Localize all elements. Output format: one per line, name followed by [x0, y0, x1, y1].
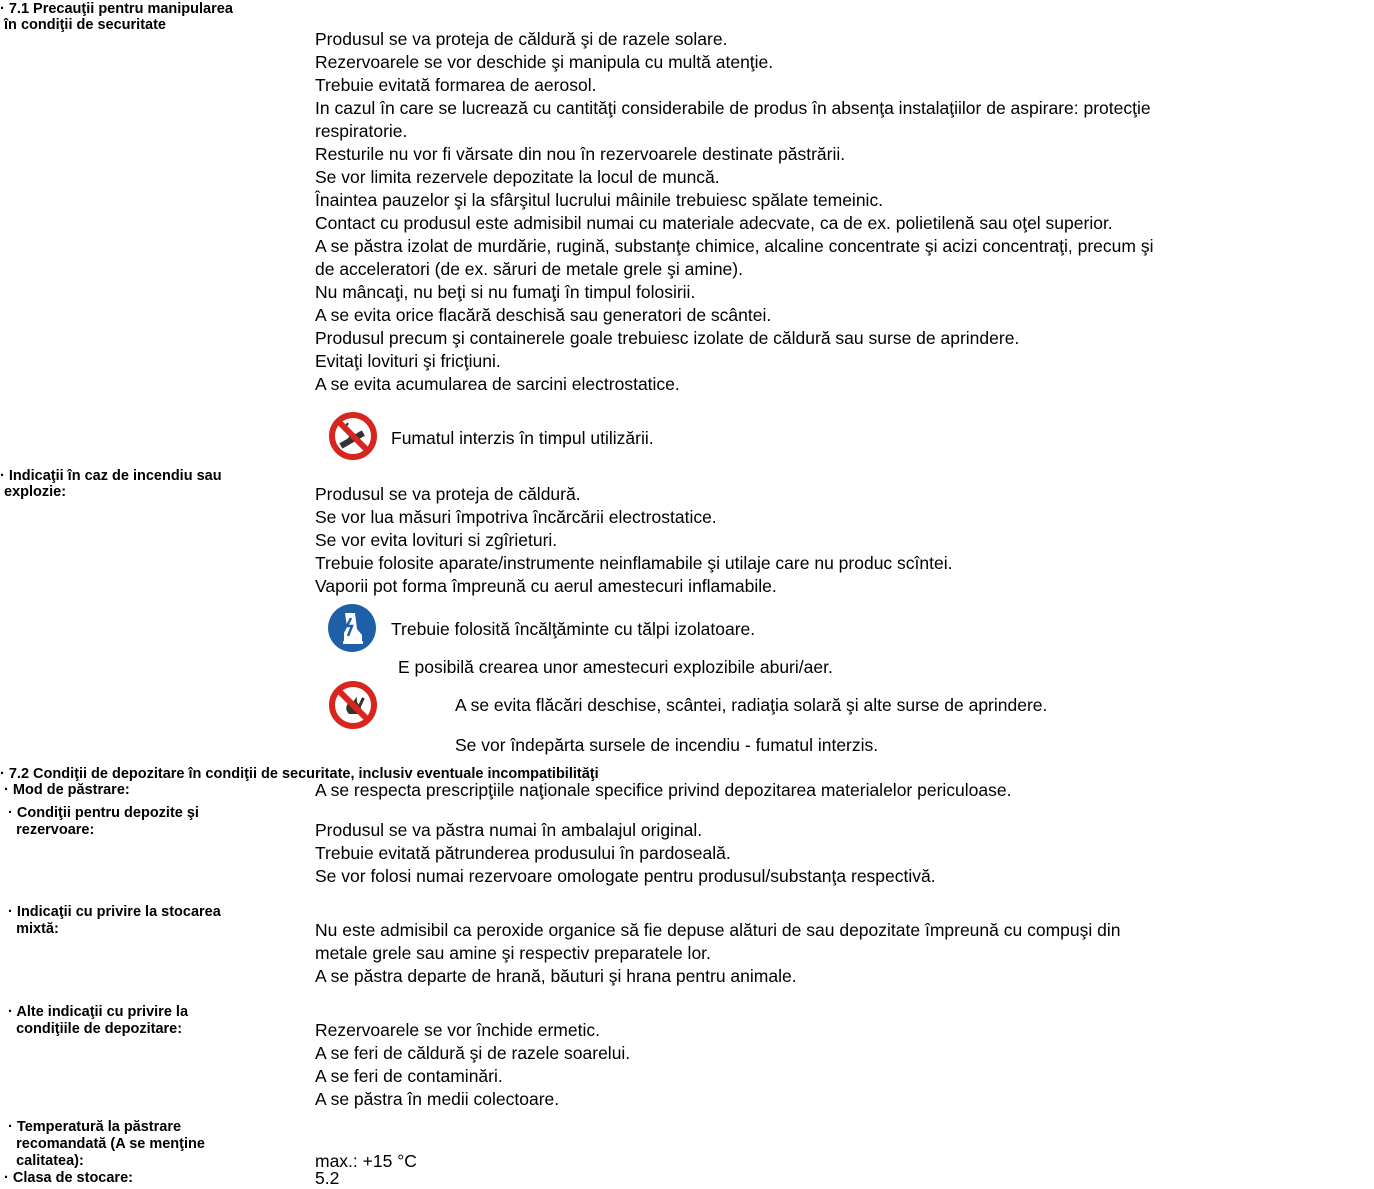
text-line: Rezervoarele se vor închide ermetic.	[315, 1020, 600, 1040]
storage-temperature-label: · Temperatură la păstrare	[0, 1119, 182, 1135]
section-7-1-label-cont: în condiţii de securitate	[0, 17, 166, 33]
text-line: Contact cu produsul este admisibil numai cu materiale adecvate, ca de ex. polietilenă sau oţel superior.	[315, 213, 1113, 233]
text-line: A se evita acumularea de sarcini electrostatice.	[315, 374, 680, 394]
no-smoking-icon	[328, 411, 378, 461]
text-line: Resturile nu vor fi vărsate din nou în rezervoarele destinate păstrării.	[315, 144, 846, 164]
fire-explosion-label: · Indicaţii în caz de incendiu sau	[0, 468, 222, 484]
text-line: Se vor folosi numai rezervoare omologate pentru produsul/substanţa respectivă.	[315, 866, 936, 886]
text-line: Produsul se va proteja de căldură şi de razele solare.	[315, 29, 728, 49]
storage-mode-value: A se respecta prescripţiile naţionale specifice privind depozitarea materialelor periculoase.	[315, 780, 1012, 800]
storage-temperature-label-cont: recomandată (A se menţine	[0, 1136, 205, 1152]
text-line: A se feri de contaminări.	[315, 1066, 503, 1086]
text-line: de acceleratori (de ex. săruri de metale grele şi amine).	[315, 259, 743, 279]
text-line: A se păstra departe de hrană, băuturi şi hrana pentru animale.	[315, 966, 797, 986]
storage-class-value: 5.2	[315, 1168, 340, 1188]
mixed-storage-label: · Indicaţii cu privire la stocarea	[0, 904, 221, 920]
text-line: Evitaţi lovituri şi fricţiuni.	[315, 351, 501, 371]
storage-conditions-label-cont: rezervoare:	[0, 822, 95, 838]
explosive-mixtures-text: E posibilă crearea unor amestecuri explozibile aburi/aer.	[398, 657, 833, 677]
text-line: Înaintea pauzelor şi la sfârşitul lucrului mâinile trebuiesc spălate temeinic.	[315, 190, 884, 210]
footwear-text: Trebuie folosită încălţăminte cu tălpi izolatoare.	[391, 619, 756, 639]
text-line: Vaporii pot forma împreună cu aerul amestecuri inflamabile.	[315, 576, 777, 596]
fire-explosion-label-cont: explozie:	[0, 484, 67, 500]
text-line: Trebuie evitată pătrunderea produsului în pardoseală.	[315, 843, 731, 863]
text-line: metale grele sau amine şi respectiv preparatele lor.	[315, 943, 711, 963]
storage-class-label: · Clasa de stocare:	[0, 1170, 133, 1186]
text-line: Nu este admisibil ca peroxide organice să fie depuse alături de sau depozitate împreună cu compuşi din	[315, 920, 1121, 940]
storage-conditions-label: · Condiţii pentru depozite şi	[0, 805, 199, 821]
text-line: A se păstra izolat de murdărie, rugină, substanţe chimice, alcaline concentrate şi acizi concentraţi, precum şi	[315, 236, 1154, 256]
insulating-footwear-icon	[327, 603, 377, 653]
other-storage-label-cont: condiţiile de depozitare:	[0, 1021, 183, 1037]
storage-temperature-value: max.: +15 °C	[315, 1151, 417, 1171]
text-line: Trebuie folosite aparate/instrumente neinflamabile şi utilaje care nu produc scîntei.	[315, 553, 953, 573]
storage-temperature-label-cont2: calitatea):	[0, 1153, 84, 1169]
no-open-flame-icon	[328, 680, 378, 730]
no-smoking-text: Fumatul interzis în timpul utilizării.	[391, 428, 654, 448]
text-line: A se evita orice flacără deschisă sau generatori de scântei.	[315, 305, 772, 325]
text-line: Rezervoarele se vor deschide şi manipula cu multă atenţie.	[315, 52, 774, 72]
mixed-storage-label-cont: mixtă:	[0, 921, 59, 937]
text-line: Se vor evita lovituri si zgîrieturi.	[315, 530, 558, 550]
text-line: Produsul se va proteja de căldură.	[315, 484, 581, 504]
section-7-2-heading: · 7.2 Condiţii de depozitare în condiţii de securitate, inclusiv eventuale incompatibilităţi	[0, 766, 599, 782]
text-line: A se feri de căldură şi de razele soarelui.	[315, 1043, 631, 1063]
text-line: In cazul în care se lucrează cu cantităţi considerabile de produs în absenţa instalaţiilor de aspirare: protecţie	[315, 98, 1151, 118]
other-storage-label: · Alte indicaţii cu privire la	[0, 1004, 189, 1020]
section-7-1-label: · 7.1 Precauţii pentru manipularea	[0, 1, 233, 17]
storage-mode-label: · Mod de păstrare:	[0, 782, 130, 798]
text-line: Nu mâncaţi, nu beţi si nu fumaţi în timpul folosirii.	[315, 282, 696, 302]
text-line: Produsul precum şi containerele goale trebuiesc izolate de căldură sau surse de aprindere.	[315, 328, 1020, 348]
text-line: Trebuie evitată formarea de aerosol.	[315, 75, 597, 95]
text-line: Se vor limita rezervele depozitate la locul de muncă.	[315, 167, 720, 187]
text-line: A se păstra în medii colectoare.	[315, 1089, 560, 1109]
remove-ignition-sources-text: Se vor îndepărta sursele de incendiu - fumatul interzis.	[455, 735, 879, 755]
text-line: Produsul se va păstra numai în ambalajul original.	[315, 820, 703, 840]
text-line: Se vor lua măsuri împotriva încărcării electrostatice.	[315, 507, 717, 527]
no-open-flame-text: A se evita flăcări deschise, scântei, radiaţia solară şi alte surse de aprindere.	[455, 695, 1048, 715]
text-line: respiratorie.	[315, 121, 408, 141]
